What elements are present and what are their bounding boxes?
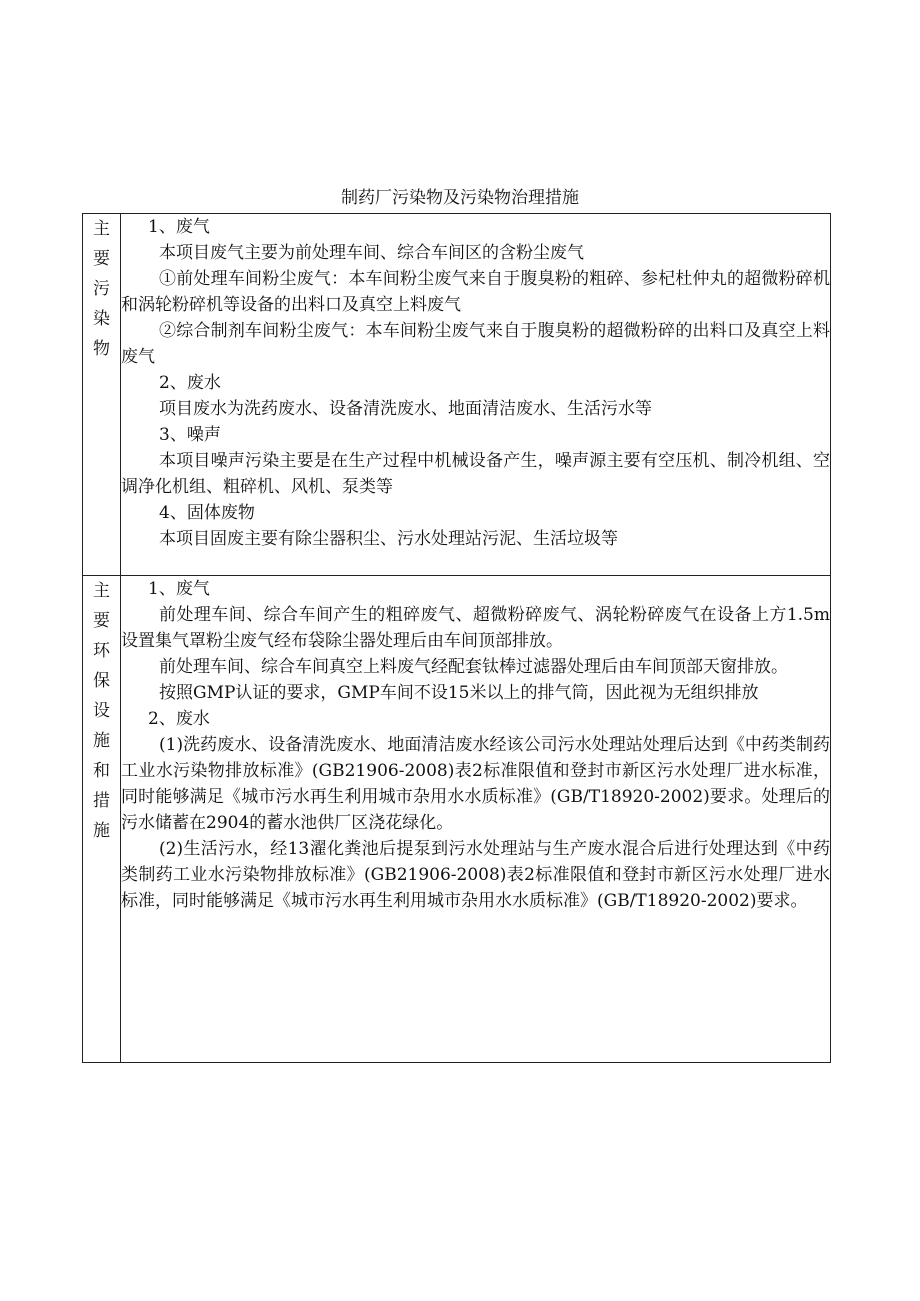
paragraph: 本项目固废主要有除尘器积尘、污水处理站污泥、生活垃圾等 (159, 529, 618, 549)
paragraph: (1)洗药废水、设备清洗废水、地面清洁废水经该公司污水处理站处理后达到《中药类制药工业水污染物排放标准》(GB21906-2008)表2标准限值和登封市新区污水处理厂进水标准，同时能够满足《城市污水再生利用城市杂用水水质标准》(GB/T18920-2002)要求。处理后的污水储蓄在2904的蓄水池供厂区浇花绿化。 (121, 735, 830, 833)
document-title: 制药厂污染物及污染物治理措施 (341, 188, 579, 208)
label-char: 措 (93, 791, 110, 811)
pollutants-row (83, 214, 831, 576)
label-char: 主 (93, 581, 110, 601)
section-heading-waste-gas: 1、废气 (148, 217, 210, 237)
label-char: 主 (93, 219, 110, 239)
paragraph: ①前处理车间粉尘废气：本车间粉尘废气来自于腹臭粉的粗碎、参杞杜仲丸的超微粉碎机和涡轮粉碎机等设备的出料口及真空上料废气 (121, 269, 830, 315)
measures-label (83, 576, 121, 1063)
label-char: 污 (93, 279, 110, 299)
label-char: 施 (93, 821, 110, 841)
paragraph: ②综合制剂车间粉尘废气：本车间粉尘废气来自于腹臭粉的超微粉碎的出料口及真空上料废气 (121, 321, 830, 367)
label-char: 要 (93, 611, 110, 631)
paragraph: (2)生活污水，经13濯化粪池后提泵到污水处理站与生产废水混合后进行处理达到《中药类制药工业水污染物排放标准》(GB21906-2008)表2标准限值和登封市新区污水处理厂进水标准，同时能够满足《城市污水再生利用城市杂用水水质标准》(GB/T18920-2002)要求。 (121, 839, 830, 911)
label-char: 和 (93, 761, 110, 781)
paragraph: 前处理车间、综合车间真空上料废气经配套钛棒过滤器处理后由车间顶部天窗排放。 (159, 657, 788, 677)
paragraph: 前处理车间、综合车间产生的粗碎废气、超微粉碎废气、涡轮粉碎废气在设备上方1.5m设置集气罩粉尘废气经布袋除尘器处理后由车间顶部排放。 (121, 605, 830, 651)
label-char: 要 (93, 249, 110, 269)
section-heading-waste-water: 2、废水 (159, 373, 221, 393)
section-heading-waste-gas: 1、废气 (148, 579, 210, 599)
measures-content (121, 576, 831, 1063)
pollutants-label (83, 214, 121, 576)
section-heading-solid-waste: 4、固体废物 (159, 503, 255, 523)
section-heading-waste-water: 2、废水 (148, 709, 210, 729)
paragraph: 项目废水为洗药废水、设备清洗废水、地面清洁废水、生活污水等 (159, 399, 652, 419)
paragraph: 本项目废气主要为前处理车间、综合车间区的含粉尘废气 (159, 243, 584, 263)
paragraph: 本项目噪声污染主要是在生产过程中机械设备产生，噪声源主要有空压机、制冷机组、空调净化机组、粗碎机、风机、泵类等 (121, 451, 830, 497)
label-char: 施 (93, 731, 110, 751)
label-char: 物 (93, 339, 110, 359)
section-heading-noise: 3、噪声 (159, 425, 221, 445)
label-char: 设 (93, 701, 110, 721)
label-char: 环 (93, 641, 110, 661)
label-char: 染 (93, 309, 110, 329)
measures-row (83, 576, 831, 1063)
content-table (82, 213, 831, 1063)
pollutants-content (121, 214, 831, 576)
paragraph: 按照GMP认证的要求，GMP车间不设15米以上的排气筒，因此视为无组织排放 (159, 683, 759, 703)
label-char: 保 (93, 671, 110, 691)
